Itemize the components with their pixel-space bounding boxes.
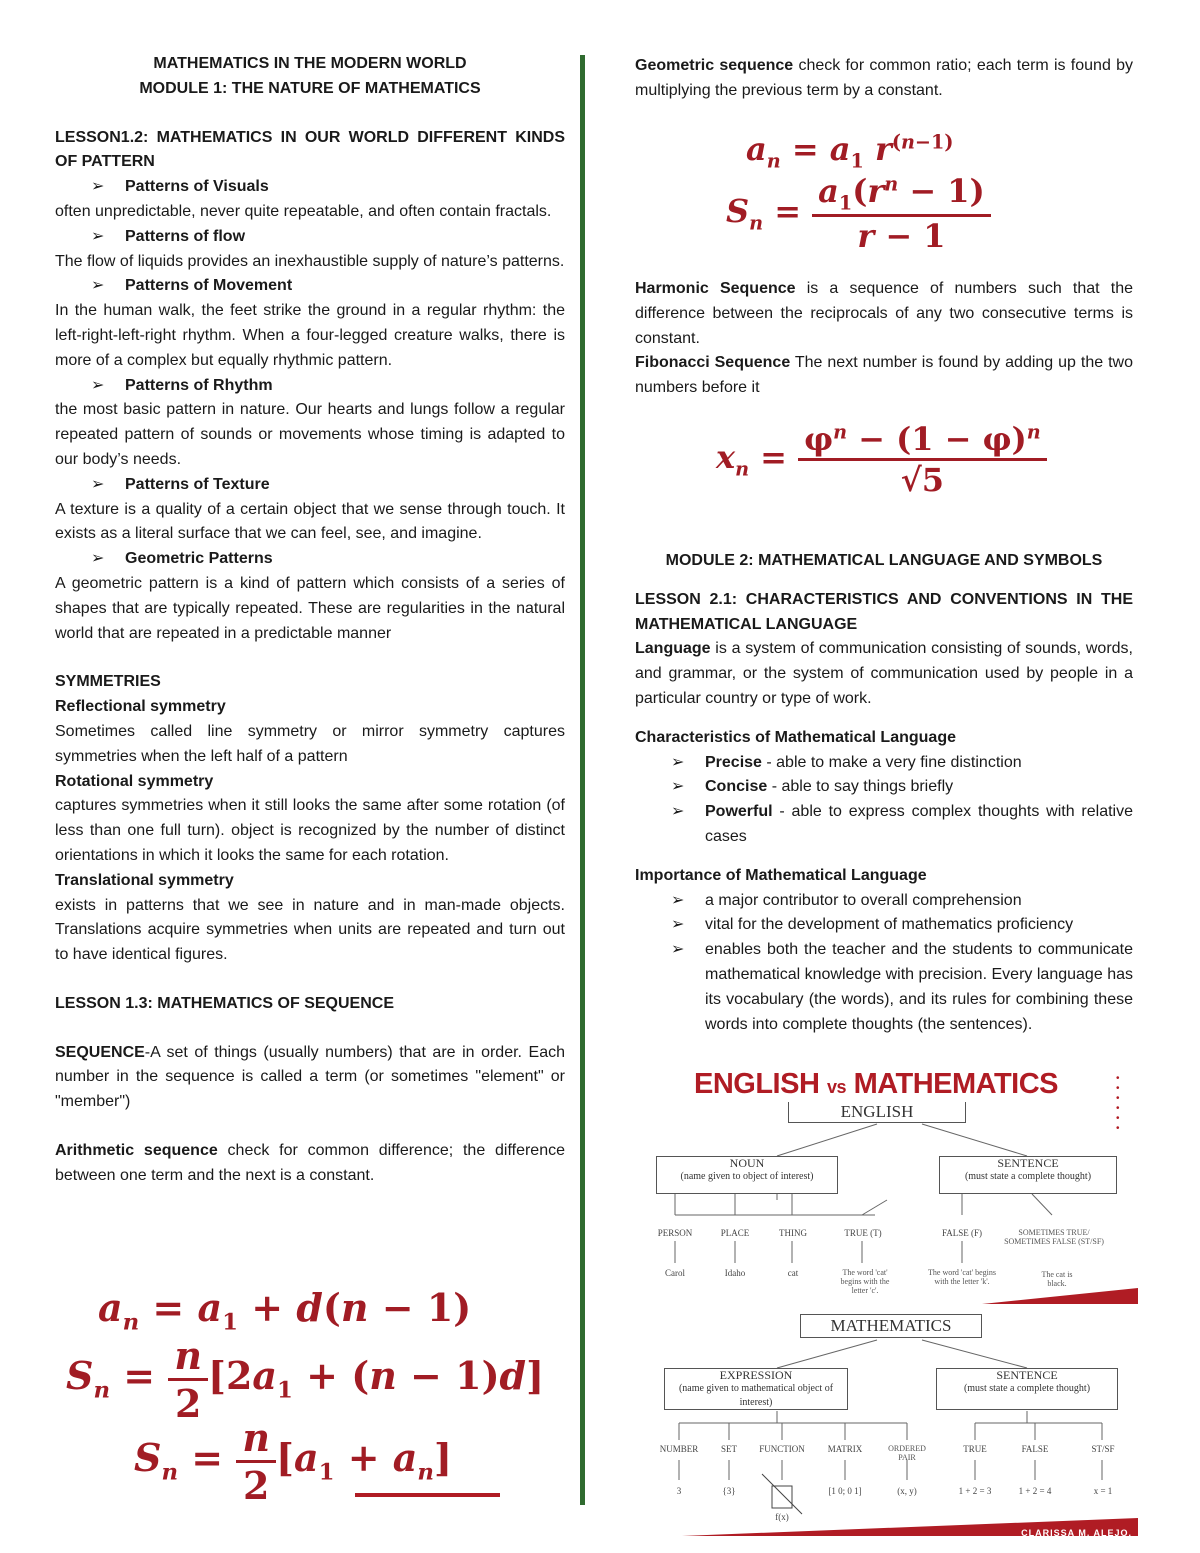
geometric-text: A geometric pattern is a kind of pattern which consists of a series of shapes that are typically repeated. These are regularities in the natural world that are repeated in a predictable manner [55, 574, 565, 642]
harmonic-definition [635, 277, 1133, 351]
value-false: 1 + 2 = 4 [1018, 1486, 1052, 1496]
texture-text: A texture is a quality of a certain object that we sense through touch. It exists as a literal surface that we can feel, see, and imagine. [55, 500, 565, 543]
importance-item-2: ➢ vital for the development of mathematics proficiency [635, 913, 1133, 938]
sequence-text: -A set of things (usually numbers) that are in order. Each number in the sequence is called a term (or sometimes "element" or "member") [55, 1043, 565, 1111]
harmonic-text: is a sequence of numbers such that the difference between the reciprocals of any two consecutive terms is constant. [635, 280, 1133, 347]
sequence-term: SEQUENCE [55, 1043, 145, 1061]
arithmetic-formula-sum1: $S_n$ = $\frac{n}{2}$ $[2a_1 + (n - 1)d]$ [66, 1333, 545, 1426]
example-false: The word 'cat' begins with the letter 'k'. [928, 1268, 996, 1286]
language-definition [635, 637, 1133, 711]
arithmetic-text: check for common difference; the difference between one term and the next is a constant. [55, 1142, 565, 1184]
geometric-formula-nth: $a_n = a_1$ $r^{(n-1)}$ [746, 130, 954, 173]
value-matrix: [1 0; 0 1] [828, 1486, 862, 1496]
lesson12-heading: LESSON1.2: MATHEMATICS IN OUR WORLD DIFFERENT KINDS OF PATTERN [55, 128, 565, 171]
geometric-term: Geometric sequence [635, 57, 794, 74]
value-function: f(x) [775, 1512, 789, 1522]
column-divider [580, 55, 585, 1505]
characteristics-heading: Characteristics of Mathematical Language [635, 728, 956, 746]
flow-text: The flow of liquids provides an inexhaustible supply of nature’s patterns. [55, 252, 565, 270]
dots-icon: • • • • • • [1116, 1073, 1123, 1134]
importance-item-1: ➢ a major contributor to overall comprehension [635, 889, 1133, 914]
title-mathematics: MATHEMATICS [853, 1068, 1059, 1100]
english-vs-math-infographic [652, 1068, 1140, 1538]
example-idaho: Idaho [724, 1268, 746, 1278]
leaf-m-stsf: ST/SF [1091, 1444, 1115, 1454]
lesson21-heading: LESSON 2.1: CHARACTERISTICS AND CONVENTIONS IN THE MATHEMATICAL LANGUAGE [635, 590, 1133, 633]
translational-text: exists in patterns that we see in nature and in man-made objects. Translations acquire symmetries when units are repeated and turn out to have identical figures. [55, 896, 565, 964]
importance-item-3: ➢ enables both the teacher and the students to communicate mathematical knowledge with precision. Every language has its vocabulary (the words), and its rules for combining these words into complete thoughts (the sentences). [635, 938, 1133, 1037]
reflectional-text: Sometimes called line symmetry or mirror symmetry captures symmetries when the left half of a pattern [55, 722, 565, 765]
leaf-place: PLACE [720, 1228, 750, 1238]
leaf-matrix: MATRIX [827, 1444, 863, 1454]
movement-heading: ➢ Patterns of Movement [55, 274, 565, 299]
visuals-heading: ➢ Patterns of Visuals [55, 175, 565, 200]
arithmetic-formula-sum2: $S_n$ = $\frac{n}{2}$ $[a_1 + a_n]$ [134, 1415, 452, 1508]
leaf-set: SET [720, 1444, 737, 1454]
right-column [635, 54, 1133, 104]
language-term: Language [635, 640, 711, 658]
example-cat: cat [787, 1268, 799, 1278]
precise-term: Precise [705, 753, 762, 771]
right-column-cont [635, 277, 1133, 401]
symmetries-heading: SYMMETRIES [55, 673, 161, 691]
rhythm-text: the most basic pattern in nature. Our hearts and lungs follow a regular repeated pattern of sounds or movements whose timing is adapted to our body’s needs. [55, 401, 565, 468]
concise-term: Concise [705, 778, 768, 796]
leaf-number: NUMBER [659, 1444, 699, 1454]
math-sentence-box: SENTENCE (must state a complete thought) [936, 1368, 1118, 1410]
formula-underline [355, 1493, 500, 1497]
concise-text: - able to say things briefly [767, 778, 954, 796]
geometric-heading: ➢ Geometric Patterns [55, 547, 565, 572]
value-true: 1 + 2 = 3 [958, 1486, 992, 1496]
fibonacci-definition [635, 351, 1133, 401]
leaf-false: FALSE (F) [941, 1228, 983, 1238]
geometric-definition [635, 54, 1133, 104]
arithmetic-term: Arithmetic sequence [55, 1142, 218, 1160]
module2-title: MODULE 2: MATHEMATICAL LANGUAGE AND SYMBOLS [665, 552, 1103, 569]
fibonacci-formula: $x_n$ = $\frac{\varphi^n - (1 - \varphi)^n}{√5}$ [716, 420, 1047, 499]
leaf-thing: THING [779, 1228, 807, 1238]
left-column [55, 52, 565, 1189]
visuals-text: often unpredictable, never quite repeatable, and often contain fractals. [55, 202, 552, 220]
char-precise [635, 751, 1133, 776]
sentence-box: SENTENCE (must state a complete thought) [939, 1156, 1117, 1194]
tree-connectors [652, 1068, 1140, 1538]
english-box: ENGLISH [788, 1102, 966, 1123]
arithmetic-definition [55, 1139, 565, 1189]
ribbon-english [982, 1288, 1138, 1304]
value-pair: (x, y) [897, 1486, 917, 1496]
rotational-text: captures symmetries when it still looks the same after some rotation (of less than one full turn). object is recognized by the number of distinct orientations in which it looks the same for each rotation. [55, 797, 565, 864]
importance-heading: Importance of Mathematical Language [635, 866, 927, 884]
precise-text: - able to make a very fine distinction [761, 753, 1022, 771]
movement-text: In the human walk, the feet strike the ground in a regular rhythm: the left-right-left-right rhythm. When a four-legged creature walks, there is more of a complex but equally rhythmic pattern. [55, 302, 565, 369]
noun-box: NOUN (name given to object of interest) [656, 1156, 838, 1194]
title-english: ENGLISH [694, 1068, 820, 1100]
leaf-ordered-pair: ORDERED PAIR [888, 1444, 926, 1462]
lesson13-heading: LESSON 1.3: MATHEMATICS OF SEQUENCE [55, 994, 394, 1012]
doc-title: MATHEMATICS IN THE MODERN WORLD [153, 55, 467, 72]
leaf-function: FUNCTION [759, 1444, 805, 1454]
geometric-text: check for common ratio; each term is found by multiplying the previous term by a constant. [635, 57, 1133, 99]
leaf-person: PERSON [657, 1228, 693, 1238]
char-powerful [635, 800, 1133, 850]
language-text: is a system of communication consisting of sounds, words, and grammar, or the system of communication used by people in a particular country or type of work. [635, 640, 1133, 707]
fibonacci-text: The next number is found by adding up the two numbers before it [635, 354, 1133, 397]
powerful-text: - able to express complex thoughts with relative cases [705, 803, 1133, 845]
mathematics-box: MATHEMATICS [800, 1314, 982, 1338]
reflectional-heading: Reflectional symmetry [55, 698, 226, 716]
leaf-sometimes: SOMETIMES TRUE/ SOMETIMES FALSE (ST/SF) [1004, 1228, 1104, 1246]
example-true: The word 'cat' begins with the letter 'c'. [840, 1268, 890, 1295]
value-number: 3 [676, 1486, 682, 1496]
rhythm-heading: ➢ Patterns of Rhythm [55, 374, 565, 399]
texture-heading: ➢ Patterns of Texture [55, 473, 565, 498]
value-stsf: x = 1 [1093, 1486, 1113, 1496]
fibonacci-term: Fibonacci Sequence [635, 354, 791, 372]
expression-box: EXPRESSION (name given to mathematical object of interest) [664, 1368, 848, 1410]
right-column-module2 [635, 549, 1133, 1037]
leaf-m-false: FALSE [1021, 1444, 1049, 1454]
geometric-formula-sum: $S_n$ = $\frac{a_1(r^n - 1)}{r - 1}$ [726, 172, 991, 255]
arithmetic-formula-nth: $a_n = a_1 + d(n - 1)$ [98, 1285, 472, 1336]
flow-heading: ➢ Patterns of flow [55, 225, 565, 250]
char-concise [635, 775, 1133, 800]
leaf-true: TRUE (T) [844, 1228, 882, 1238]
rotational-heading: Rotational symmetry [55, 772, 214, 790]
example-carol: Carol [665, 1268, 685, 1278]
example-st: The cat is black. [1041, 1270, 1073, 1288]
leaf-m-true: TRUE [963, 1444, 987, 1454]
translational-heading: Translational symmetry [55, 871, 234, 889]
sequence-definition [55, 1041, 565, 1115]
harmonic-term: Harmonic Sequence [635, 280, 796, 297]
author-credit: CLARISSA M. ALEJO, [1021, 1528, 1132, 1538]
module1-title: MODULE 1: THE NATURE OF MATHEMATICS [139, 79, 481, 97]
powerful-term: Powerful [705, 803, 773, 821]
title-vs: vs [826, 1077, 846, 1097]
value-set: {3} [722, 1486, 736, 1496]
